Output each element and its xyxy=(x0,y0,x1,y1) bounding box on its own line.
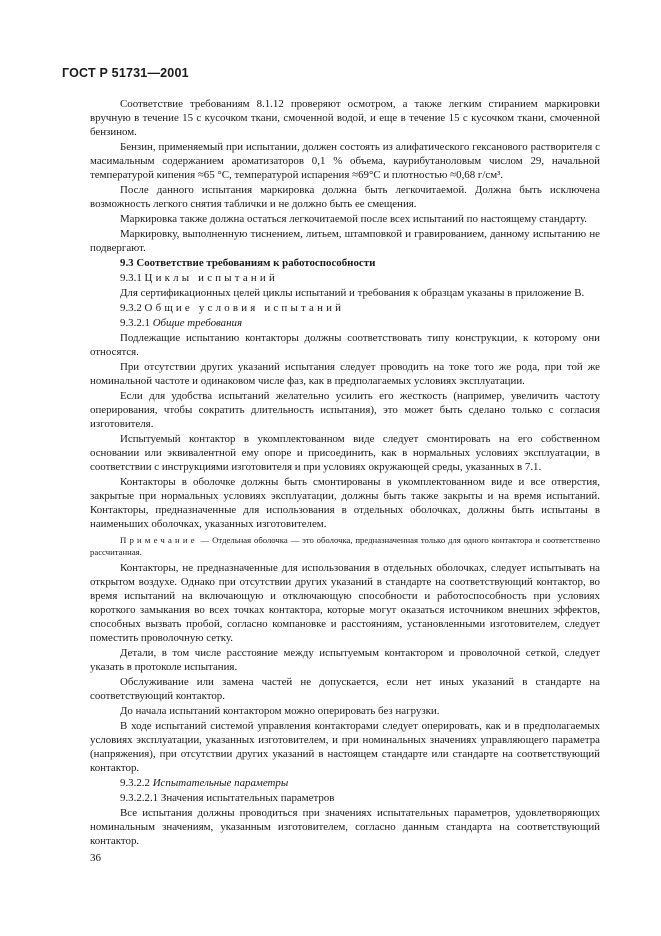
section-heading: 9.3 Соответствие требованиям к работоспособности xyxy=(120,257,376,269)
clause-title: Испытательные параметры xyxy=(152,777,289,789)
body-paragraph: Детали, в том числе расстояние между испытуемым контактором и проволочной сеткой, следует указать в протоколе испытания. xyxy=(90,647,600,673)
clause-heading xyxy=(90,776,600,790)
note-paragraph xyxy=(90,534,600,558)
body-paragraph: Испытуемый контактор в укомплектованном виде следует смонтировать на его собственном основании или эквивалентной ему опоре и присоединить, как в нормальных условиях эксплуатации, в соответствии с инструкциями изготовителя и при условиях окружающей среды, указанных в 7.1. xyxy=(90,433,600,473)
note-label: Примечание xyxy=(120,535,198,545)
clause-title: Общие требования xyxy=(152,317,243,329)
clause-heading xyxy=(90,316,600,330)
body-paragraph: После данного испытания маркировка должна быть легкочитаемой. Должна быть исключена возможность легкого снятия таблички и не должно быть ее смещения. xyxy=(90,184,600,210)
body-paragraph: Все испытания должны проводиться при значениях испытательных параметров, удовлетворяющих номинальным значениям, указанным изготовителем, согласно данным стандарта на соответствующий контактор. xyxy=(90,807,600,847)
body-paragraph: В ходе испытаний системой управления контакторами следует оперировать, как и в предполагаемых условиях эксплуатации, указанных изготовителем, и при номинальных значениях управляющего параметра (напряжения), при отсутствии других указаний в настоящем стандарте или стандарте на соответствующий контактор. xyxy=(90,720,600,774)
clause-number: 9.3.2.1 xyxy=(120,317,150,329)
body-paragraph: Маркировку, выполненную тиснением, литьем, штамповкой и гравированием, данному испытанию не подвергают. xyxy=(90,228,600,254)
document-body xyxy=(90,97,600,849)
body-paragraph: Контакторы, не предназначенные для использования в отдельных оболочках, следует испытывать на открытом воздухе. Однако при отсутствии других указаний в стандарте на соответствующий контактор, во время испытаний на включающую и отключающую способности и работоспособность при условиях короткого замыкания во всех точках контактора, которые могут оказаться источником внешних эффектов, способных вызвать пробой, согласно компановке и расстояниям, установленными изготовителем, следует поместить проволочную сетку. xyxy=(90,562,600,644)
subsection-heading xyxy=(90,301,600,315)
clause-title: Значения испытательных параметров xyxy=(160,792,335,804)
body-paragraph: Контакторы в оболочке должны быть смонтированы в укомплектованном виде и все отверстия, закрытые при нормальных условиях эксплуатации, должны быть также закрыты и на время испытаний. Контакторы, предназначенные для использования в отдельных оболочках, должны быть испытаны в наименьших оболочках, указанных изготовителем. xyxy=(90,476,600,530)
body-paragraph: Соответствие требованиям 8.1.12 проверяют осмотром, а также легким стиранием маркировки вручную в течение 15 с кусочком ткани, смоченной водой, и еще в течение 15 с кусочком ткани, смоченной бензином. xyxy=(90,98,600,138)
subsection-heading xyxy=(90,271,600,285)
clause-number: 9.3.2.2.1 xyxy=(120,792,159,804)
body-paragraph: Для сертификационных целей циклы испытаний и требования к образцам указаны в приложение В. xyxy=(120,287,585,299)
note-text: — Отдельная оболочка — это оболочка, предназначенная только для одного контактора и соответственно рассчитанная. xyxy=(90,535,600,557)
standard-header: ГОСТ Р 51731—2001 xyxy=(62,66,189,80)
body-paragraph: До начала испытаний контактором можно оперировать без нагрузки. xyxy=(120,705,440,717)
body-paragraph: Обслуживание или замена частей не допускается, если нет иных указаний в стандарте на соответствующий контактор. xyxy=(90,676,600,702)
page-number: 36 xyxy=(90,852,101,864)
clause-heading xyxy=(90,791,600,805)
body-paragraph: При отсутствии других указаний испытания следует проводить на токе того же рода, при той же номинальной частоте и одинаковом числе фаз, как в предполагаемых условиях эксплуатации. xyxy=(90,361,600,387)
body-paragraph: Маркировка также должна остаться легкочитаемой после всех испытаний по настоящему стандарту. xyxy=(120,213,588,225)
clause-title: Общие условия испытаний xyxy=(144,302,345,314)
body-paragraph: Бензин, применяемый при испытании, должен состоять из алифатического гексанового растворителя с масимальным содержанием ароматизаторов 0,1 % объема, каурибутаноловым числом 29, начальной температурой кипения ≈65 °С, температурой испарения ≈69°С и плотностью ≈0,68 г/см³. xyxy=(90,141,600,181)
clause-number: 9.3.2 xyxy=(120,302,142,314)
clause-title: Циклы испытаний xyxy=(144,272,278,284)
body-paragraph: Подлежащие испытанию контакторы должны соответствовать типу конструкции, к которому они относятся. xyxy=(90,332,600,358)
body-paragraph: Если для удобства испытаний желательно усилить его жесткость (например, увеличить частоту оперирования, чтобы сократить длительность испытания), это может быть сделано только с согласия изготовителя. xyxy=(90,390,600,430)
clause-number: 9.3.2.2 xyxy=(120,777,150,789)
clause-number: 9.3.1 xyxy=(120,272,142,284)
